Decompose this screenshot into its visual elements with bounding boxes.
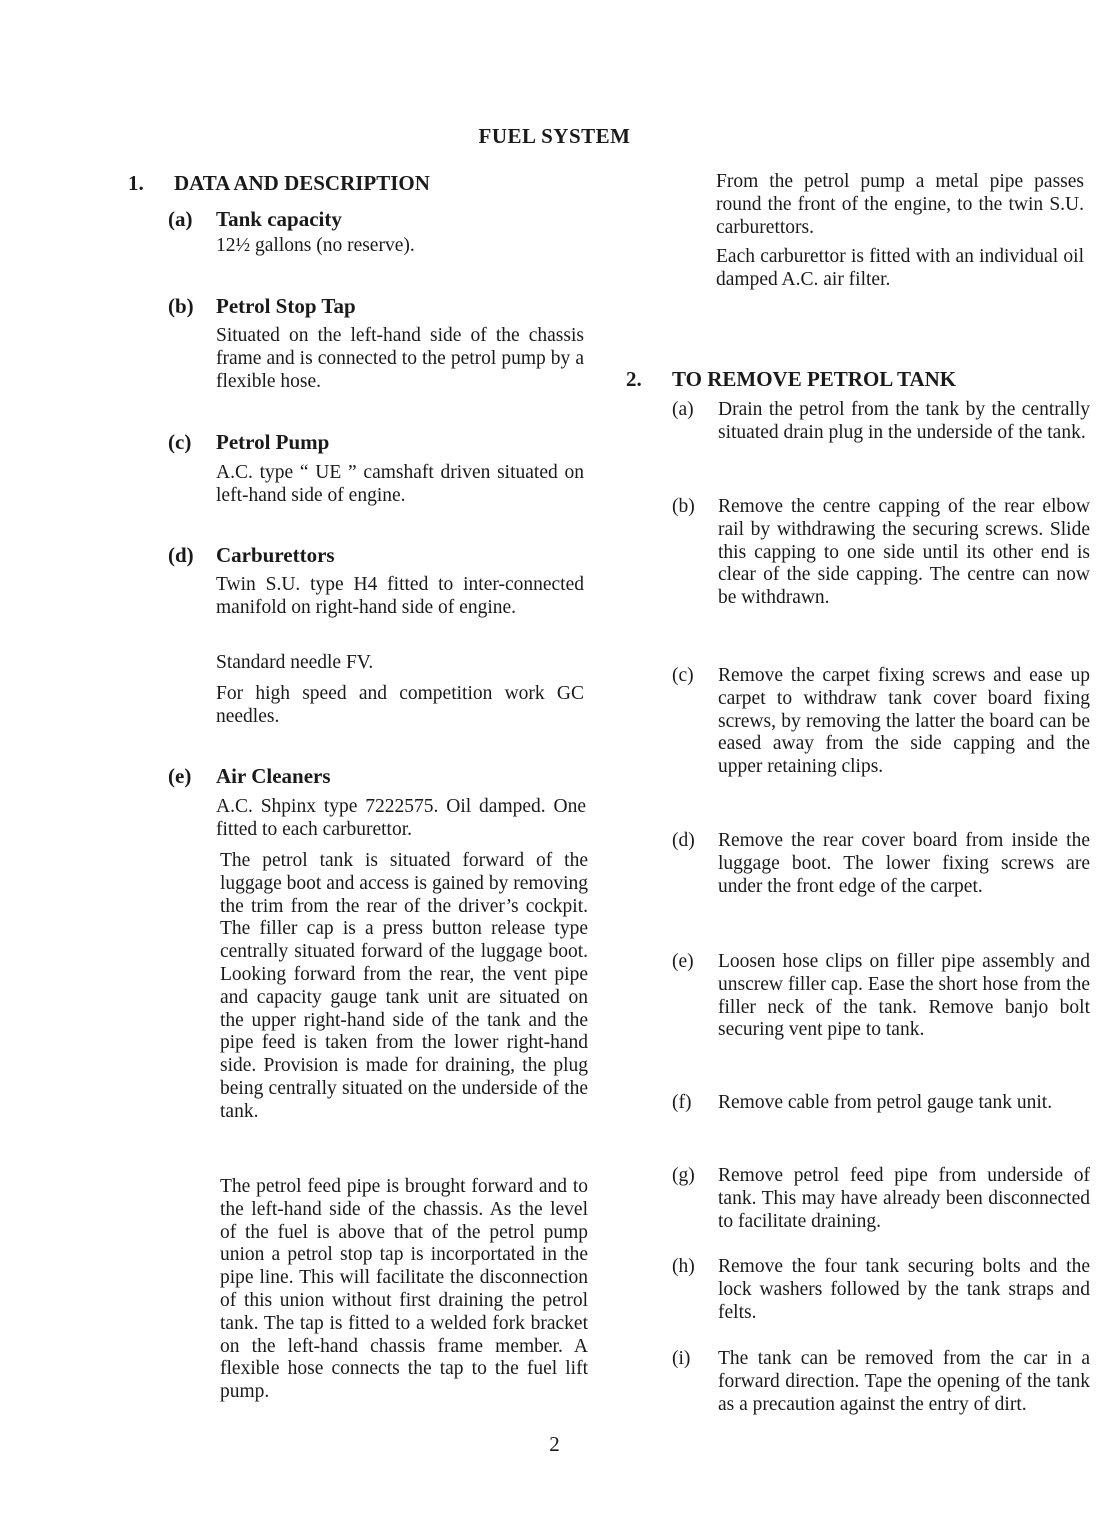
- paragraph: A.C. type “ UE ” camshaft driven situated on left-hand side of engine.: [216, 462, 584, 506]
- paragraph: For high speed and competition work GC needles.: [216, 683, 584, 727]
- item-letter: (f): [672, 1092, 692, 1113]
- item-letter: (i): [672, 1348, 691, 1369]
- item-text: Drain the petrol from the tank by the centrally situated drain plug in the underside of the tank.: [718, 399, 1090, 443]
- subsection-title: Tank capacity: [216, 207, 342, 231]
- item-text: Remove cable from petrol gauge tank unit.: [718, 1092, 1053, 1113]
- subsection-title: Petrol Pump: [216, 430, 330, 454]
- list-item: [672, 1256, 1090, 1328]
- page-number: 2: [549, 1432, 560, 1456]
- item-text: Remove petrol feed pipe from underside of tank. This may have already been disconnected to facilitate draining.: [718, 1165, 1090, 1232]
- list-item: [672, 830, 1090, 925]
- subsection-letter: (d): [168, 543, 194, 567]
- subsection-letter: (b): [168, 294, 194, 318]
- section-1-heading: [128, 171, 430, 196]
- subsection-letter: (e): [168, 764, 192, 788]
- list-item: [672, 496, 1090, 636]
- subsection-heading: [168, 430, 329, 455]
- item-text: The tank can be removed from the car in a forward direction. Tape the opening of the tank as a precaution against the entry of dirt.: [718, 1348, 1090, 1415]
- section-title: DATA AND DESCRIPTION: [174, 171, 430, 195]
- list-item: [672, 1348, 1090, 1443]
- subsection-letter: (a): [168, 207, 193, 231]
- subsection-heading: [168, 207, 342, 232]
- subsection-title: Air Cleaners: [216, 764, 331, 788]
- item-text: Remove the four tank securing bolts and the lock washers followed by the tank straps and felts.: [718, 1256, 1090, 1323]
- paragraph: The petrol feed pipe is brought forward and to the left-hand side of the chassis. As the level of the fuel is above that of the petrol pump union a petrol stop tap is incorportated in the pipe line. This will facilitate the disconnection of this union without first draining the petrol tank. The tap is fitted to a welded fork bracket on the left-hand chassis frame member. A flexible hose connects the tap to the fuel lift pump.: [220, 1176, 588, 1403]
- paragraph: Standard needle FV.: [216, 652, 374, 673]
- section-number: 1.: [128, 171, 144, 195]
- item-text: Loosen hose clips on filler pipe assembly and unscrew filler cap. Ease the short hose from the filler neck of the tank. Remove banjo bolt securing vent pipe to tank.: [718, 951, 1090, 1041]
- item-letter: (d): [672, 830, 695, 851]
- list-item: [672, 1092, 1090, 1142]
- paragraph: Twin S.U. type H4 fitted to inter-connected manifold on right-hand side of engine.: [216, 574, 584, 618]
- item-text: Remove the centre capping of the rear elbow rail by withdrawing the securing screws. Slide this capping to one side until its other end is clear of the side capping. The centre can now be withdrawn.: [718, 496, 1090, 609]
- section-title: TO REMOVE PETROL TANK: [672, 367, 957, 391]
- subsection-heading: [168, 294, 356, 319]
- item-text: Remove the rear cover board from inside the luggage boot. The lower fixing screws are under the front edge of the carpet.: [718, 830, 1090, 897]
- item-letter: (c): [672, 665, 694, 686]
- subsection-heading: [168, 764, 331, 789]
- item-letter: (g): [672, 1165, 695, 1186]
- subsection-letter: (c): [168, 430, 192, 454]
- item-text: Remove the carpet fixing screws and ease up carpet to withdraw tank cover board fixing screws, by removing the latter the board can be eased away from the side capping and the upper retaining clips.: [718, 665, 1090, 778]
- paragraph: From the petrol pump a metal pipe passes round the front of the engine, to the twin S.U. carburettors.: [716, 171, 1084, 238]
- item-letter: (e): [672, 951, 694, 972]
- page-title: FUEL SYSTEM: [478, 124, 631, 148]
- subsection-heading: [168, 543, 335, 568]
- item-letter: (b): [672, 496, 695, 517]
- paragraph: Situated on the left-hand side of the chassis frame and is connected to the petrol pump by a flexible hose.: [216, 325, 584, 392]
- subsection-title: Petrol Stop Tap: [216, 294, 356, 318]
- list-item: [672, 1165, 1090, 1237]
- list-item: [672, 951, 1090, 1066]
- paragraph: 12½ gallons (no reserve).: [216, 235, 415, 256]
- paragraph: The petrol tank is situated forward of the luggage boot and access is gained by removing the trim from the rear of the driver’s cockpit. The filler cap is a press button release type centrally situated forward of the luggage boot. Looking forward from the rear, the vent pipe and capacity gauge tank unit are situated on the upper right-hand side of the tank and the pipe feed is taken from the lower right-hand side. Provision is made for draining, the plug being centrally situated on the underside of the tank.: [220, 850, 588, 1122]
- list-item: [672, 665, 1090, 805]
- paragraph: A.C. Shpinx type 7222575. Oil damped. One fitted to each carburettor.: [216, 796, 586, 840]
- item-letter: (h): [672, 1256, 695, 1277]
- subsection-title: Carburettors: [216, 543, 335, 567]
- paragraph: Each carburettor is fitted with an individual oil damped A.C. air filter.: [716, 246, 1084, 290]
- list-item: [672, 399, 1090, 469]
- item-letter: (a): [672, 399, 694, 420]
- section-number: 2.: [626, 367, 642, 391]
- section-2-heading: [626, 367, 956, 392]
